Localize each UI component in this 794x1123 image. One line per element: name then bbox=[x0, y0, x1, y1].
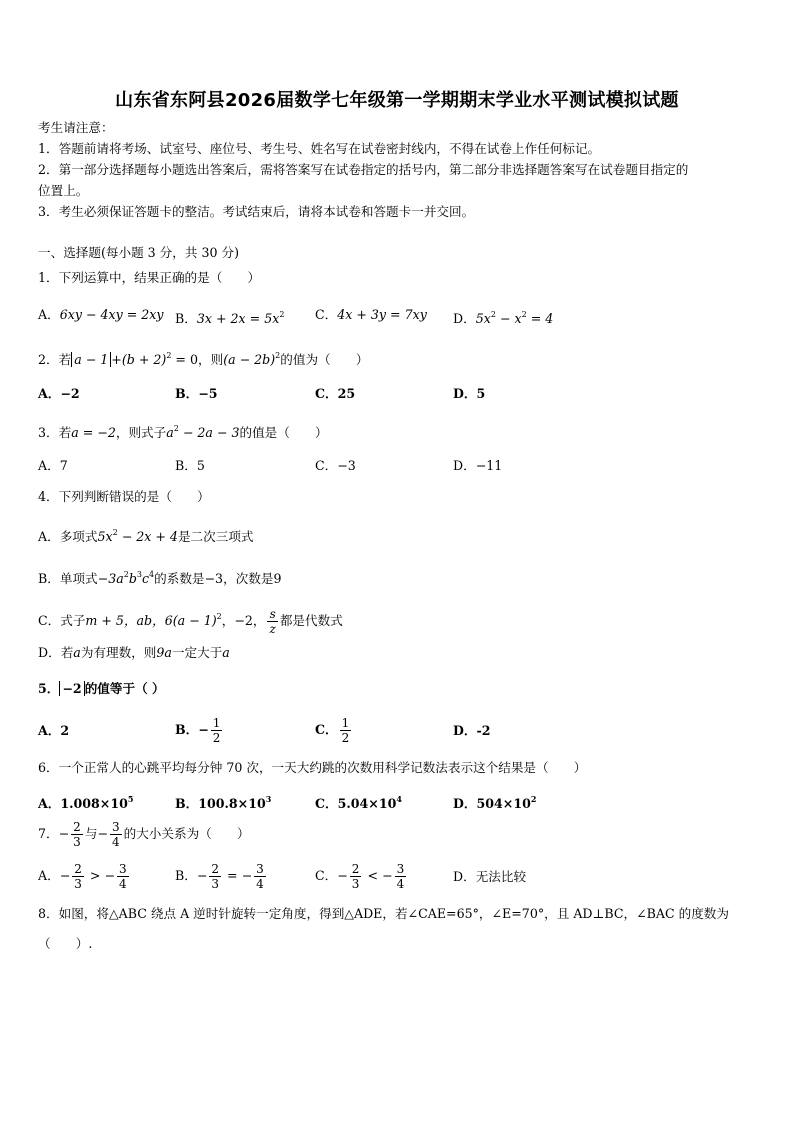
section-heading: 一、选择题(每小题 3 分，共 30 分) bbox=[38, 245, 240, 260]
q4-option-d: D．若a为有理数，则9a一定大于a bbox=[38, 645, 230, 660]
q1-option-c: C．4x + 3y = 7xy bbox=[315, 307, 427, 322]
q3-option-c: C．−3 bbox=[315, 458, 356, 473]
q8-stem-line1: 8．如图，将△ABC 绕点 A 逆时针旋转一定角度，得到△ADE，若∠CAE=65°，∠E=70°，且 AD⊥BC，∠BAC 的度数为 bbox=[38, 906, 729, 921]
q4-c-fraction: $\frac{s}{z}$ bbox=[269, 607, 276, 636]
q8-stem-line2: （ ）. bbox=[38, 936, 93, 951]
q4-option-b: B．单项式$-3a^2b^3c^4$的系数是−3，次数是9 bbox=[38, 570, 282, 586]
q5-stem: 5． −2 的值等于（ ） bbox=[38, 681, 165, 696]
q7-option-b: B．− $\frac{2}{3}$ = − $\frac{3}{4}$ bbox=[175, 862, 264, 891]
q7-option-c: C．− $\frac{2}{3}$ < − $\frac{3}{4}$ bbox=[315, 862, 405, 891]
q4-option-c: C．式子m + 5，ab，$6(a - 1)^2$，−2， $\frac{s}{z}$ 都是代数式 bbox=[38, 607, 343, 636]
q2-option-a: A．−2 bbox=[38, 386, 80, 401]
q2-option-c: C．25 bbox=[315, 386, 356, 401]
q6-option-b: B．$100.8\times 10^3$ bbox=[175, 794, 272, 811]
q3-option-d: D．−11 bbox=[453, 458, 503, 473]
notice-item-3: 3．考生必须保证答题卡的整洁。考试结束后，请将本试卷和答题卡一并交回。 bbox=[38, 204, 475, 219]
q5-option-d: D．-2 bbox=[453, 723, 491, 738]
q7-option-a: A．− $\frac{2}{3}$ > − $\frac{3}{4}$ bbox=[38, 862, 127, 891]
notice-item-2-cont: 位置上。 bbox=[38, 183, 89, 198]
page-title: 山东省东阿县2026届数学七年级第一学期期末学业水平测试模拟试题 bbox=[115, 90, 679, 111]
q1-option-d: D．$5x^2 - x^2 = 4$ bbox=[453, 310, 554, 326]
q3-option-b: B．5 bbox=[175, 458, 205, 473]
notice-item-2: 2．第一部分选择题每小题选出答案后，需将答案写在试卷指定的括号内，第二部分非选择题答案写在试卷题目指定的 bbox=[38, 162, 689, 177]
q5-option-a: A．2 bbox=[38, 723, 70, 738]
q3-stem: 3．若a = −2，则式子$a^2 - 2a - 3$的值是（ ） bbox=[38, 424, 328, 440]
q6-option-d: D．$504\times 10^2$ bbox=[453, 794, 537, 811]
q3-option-a: A．7 bbox=[38, 458, 68, 473]
q4-stem: 4．下列判断错误的是（ ） bbox=[38, 489, 210, 504]
q1-option-a: A．6xy − 4xy = 2xy bbox=[38, 307, 164, 322]
q6-option-a: A．$1.008\times 10^5$ bbox=[38, 794, 134, 811]
q5-option-b: B．− $\frac{1}{2}$ bbox=[175, 716, 221, 745]
q2-option-b: B．−5 bbox=[175, 386, 218, 401]
q6-stem: 6．一个正常人的心跳平均每分钟 70 次，一天大约跳的次数用科学记数法表示这个结果是（ ） bbox=[38, 760, 587, 775]
q7-option-d: D．无法比较 bbox=[453, 869, 527, 884]
q2-stem: 2．若 $a - 1 +(b + 2)^2 = 0$，则$(a - 2b)^2$的值为（ ） bbox=[38, 351, 369, 367]
q7-stem: 7．− $\frac{2}{3}$ 与− $\frac{3}{4}$ 的大小关系为（ ） bbox=[38, 820, 250, 849]
q4-option-a: A．多项式$5x^2 - 2x + 4$是二次三项式 bbox=[38, 528, 254, 544]
q2-option-d: D．5 bbox=[453, 386, 486, 401]
notice-item-1: 1．答题前请将考场、试室号、座位号、考生号、姓名写在试卷密封线内，不得在试卷上作任何标记。 bbox=[38, 141, 601, 156]
q6-option-c: C．$5.04\times 10^4$ bbox=[315, 794, 402, 811]
q5-option-c: C． $\frac{1}{2}$ bbox=[315, 716, 350, 745]
notice-heading: 考生请注意： bbox=[38, 120, 114, 135]
q1-stem: 1．下列运算中，结果正确的是（ ） bbox=[38, 270, 261, 285]
q1-option-b: B．$3x + 2x = 5x^2$ bbox=[175, 310, 285, 326]
